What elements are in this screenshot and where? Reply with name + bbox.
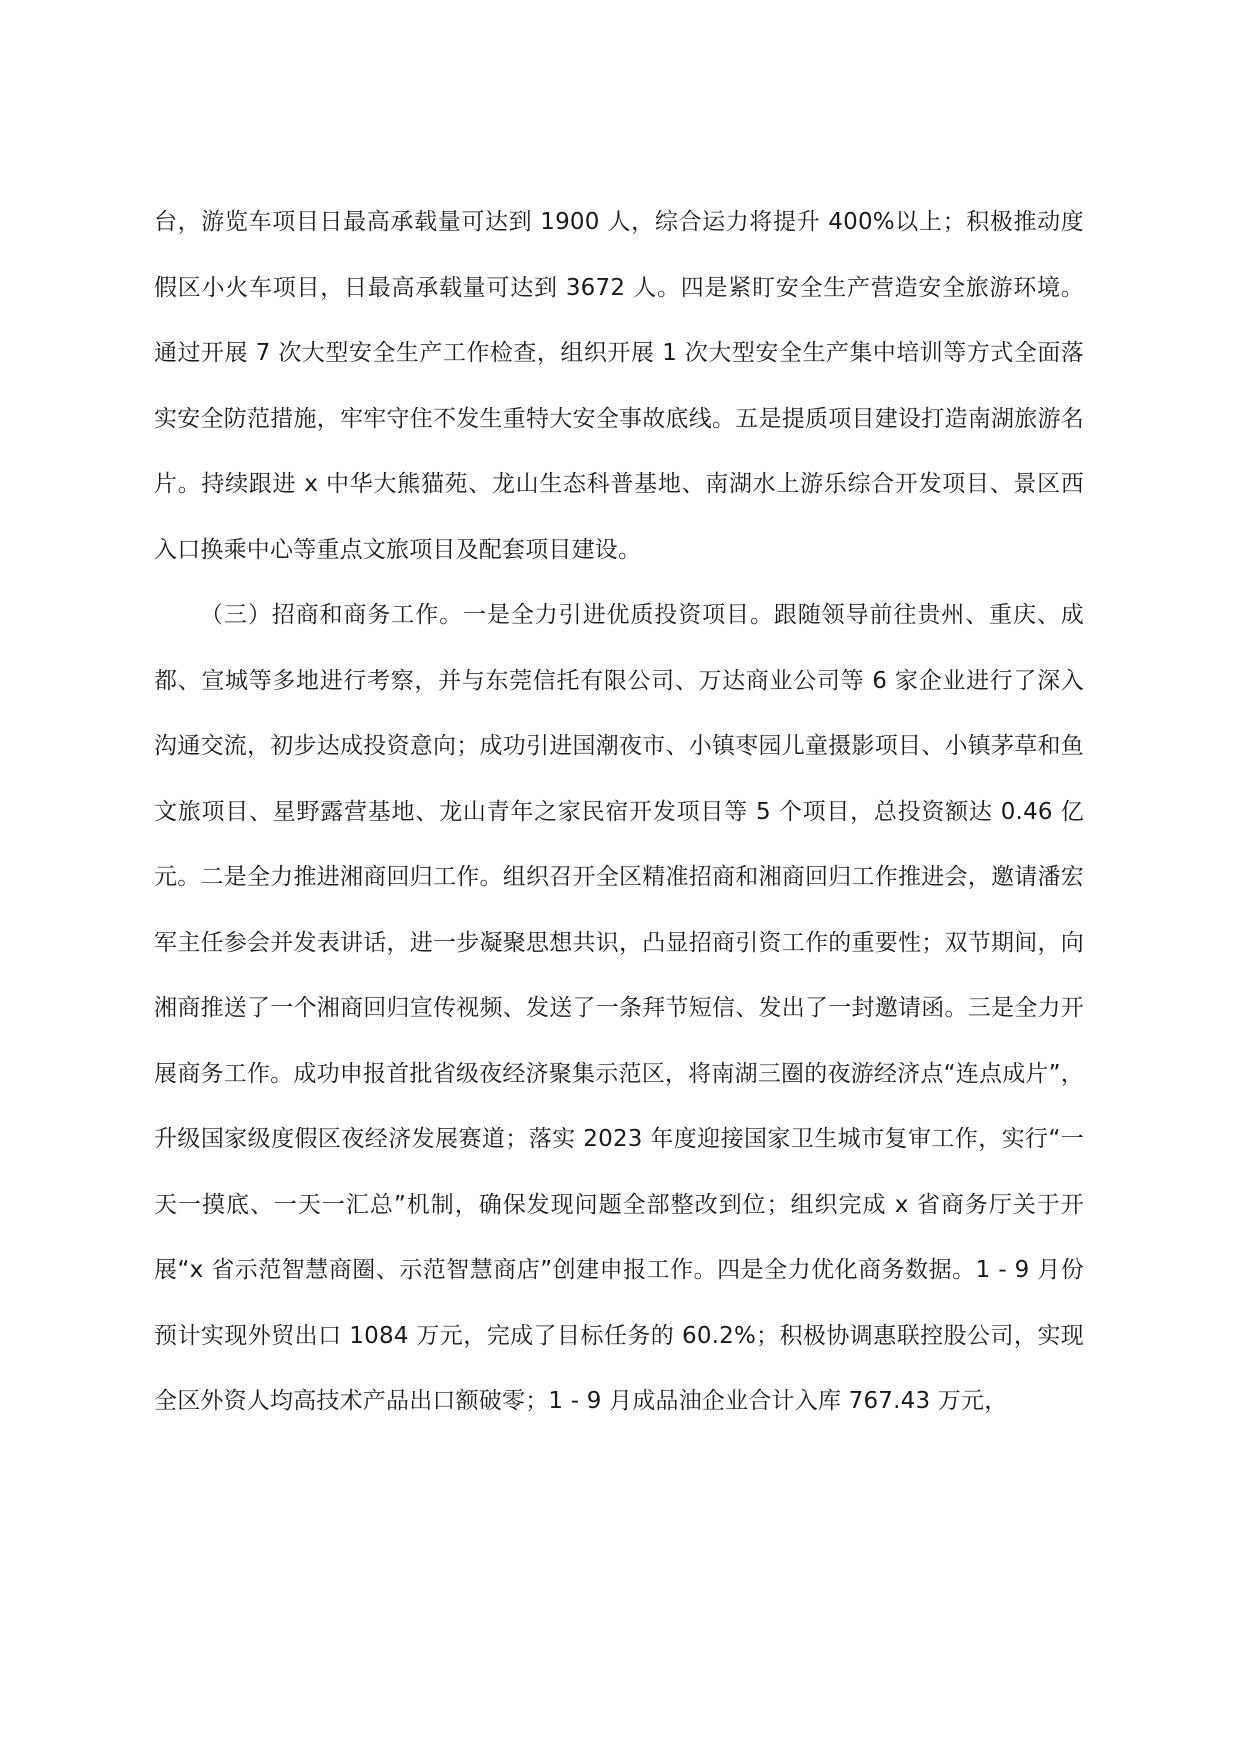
paragraph-continuation: 台，游览车项目日最高承载量可达到 1900 人，综合运力将提升 400%以上；积极推动度假区小火车项目，日最高承载量可达到 3672 人。四是紧盯安全生产营造安全旅游环境。通过开展 7 次大型安全生产工作检查，组织开展 1 次大型安全生产集中培训等方式全面落实安全防范措施，牢牢守住不发生重特大安全事故底线。五是提质项目建设打造南湖旅游名片。持续跟进 x 中华大熊猫苑、龙山生态科普基地、南湖水上游乐综合开发项目、景区西入口换乘中心等重点文旅项目及配套项目建设。 xyxy=(154,209,1084,563)
document-body xyxy=(154,190,1084,1435)
paragraph-section-three: （三）招商和商务工作。一是全力引进优质投资项目。跟随领导前往贵州、重庆、成都、宣城等多地进行考察，并与东莞信托有限公司、万达商业公司等 6 家企业进行了深入沟通交流，初步达成投资意向；成功引进国潮夜市、小镇枣园儿童摄影项目、小镇茅草和鱼文旅项目、星野露营基地、龙山青年之家民宿开发项目等 5 个项目，总投资额达 0.46 亿元。二是全力推进湘商回归工作。组织召开全区精准招商和湘商回归工作推进会，邀请潘宏军主任参会并发表讲话，进一步凝聚思想共识，凸显招商引资工作的重要性；双节期间，向湘商推送了一个湘商回归宣传视频、发送了一条拜节短信、发出了一封邀请函。三是全力开展商务工作。成功申报首批省级夜经济聚集示范区，将南湖三圈的夜游经济点“连点成片”，升级国家级度假区夜经济发展赛道；落实 2023 年度迎接国家卫生城市复审工作，实行“一天一摸底、一天一汇总”机制，确保发现问题全部整改到位；组织完成 x 省商务厅关于开展“x 省示范智慧商圈、示范智慧商店”创建申报工作。四是全力优化商务数据。1 - 9 月份预计实现外贸出口 1084 万元，完成了目标任务的 60.2%；积极协调惠联控股公司，实现全区外资人均高技术产品出口额破零；1 - 9 月成品油企业合计入库 767.43 万元， xyxy=(154,602,1084,1414)
